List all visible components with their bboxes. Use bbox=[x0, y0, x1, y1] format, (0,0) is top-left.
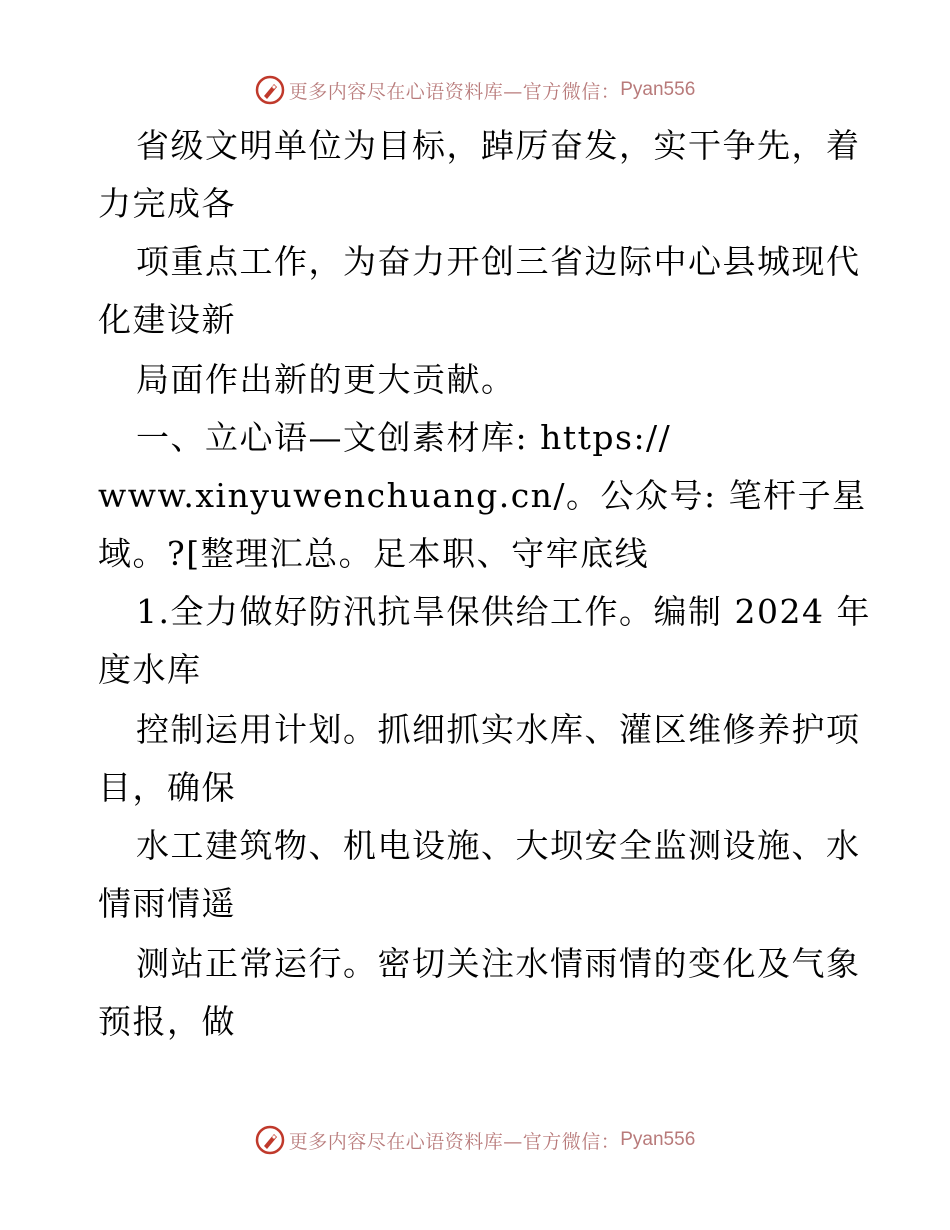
body-line: 域。?[整理汇总。足本职、守牢底线 bbox=[98, 534, 650, 573]
body-line: 一、立心语—文创素材库: https:// bbox=[136, 418, 672, 457]
body-line: 预报，做 bbox=[98, 1002, 236, 1041]
body-line: 情雨情遥 bbox=[98, 884, 236, 923]
body-line: 水工建筑物、机电设施、大坝安全监测设施、水 bbox=[136, 826, 861, 865]
body-line: 度水库 bbox=[98, 650, 202, 689]
footer-wechat-id: Pyan556 bbox=[620, 1129, 696, 1150]
body-line: 项重点工作，为奋力开创三省边际中心县城现代 bbox=[136, 242, 861, 281]
body-line: 测站正常运行。密切关注水情雨情的变化及气象 bbox=[136, 944, 861, 983]
pen-nib-logo-icon bbox=[255, 75, 285, 105]
header-banner bbox=[0, 70, 950, 110]
body-line: 控制运用计划。抓细抓实水库、灌区维修养护项 bbox=[136, 710, 861, 749]
body-line: 化建设新 bbox=[98, 300, 236, 339]
pen-nib-logo-icon bbox=[255, 1125, 285, 1155]
footer-banner bbox=[0, 1120, 950, 1160]
body-line: 局面作出新的更大贡献。 bbox=[136, 360, 516, 399]
body-line: 目，确保 bbox=[98, 768, 236, 807]
body-line: 1.全力做好防汛抗旱保供给工作。编制 2024 年 bbox=[136, 592, 871, 631]
body-line: www.xinyuwenchuang.cn/。公众号: 笔杆子星 bbox=[98, 476, 867, 515]
body-line: 省级文明单位为目标，踔厉奋发，实干争先，着 bbox=[136, 126, 861, 165]
footer-banner-text: 更多内容尽在心语资料库—官方微信： bbox=[288, 1130, 621, 1153]
header-banner-text: 更多内容尽在心语资料库—官方微信： bbox=[288, 80, 621, 103]
body-line: 力完成各 bbox=[98, 184, 236, 223]
header-wechat-id: Pyan556 bbox=[620, 79, 696, 100]
